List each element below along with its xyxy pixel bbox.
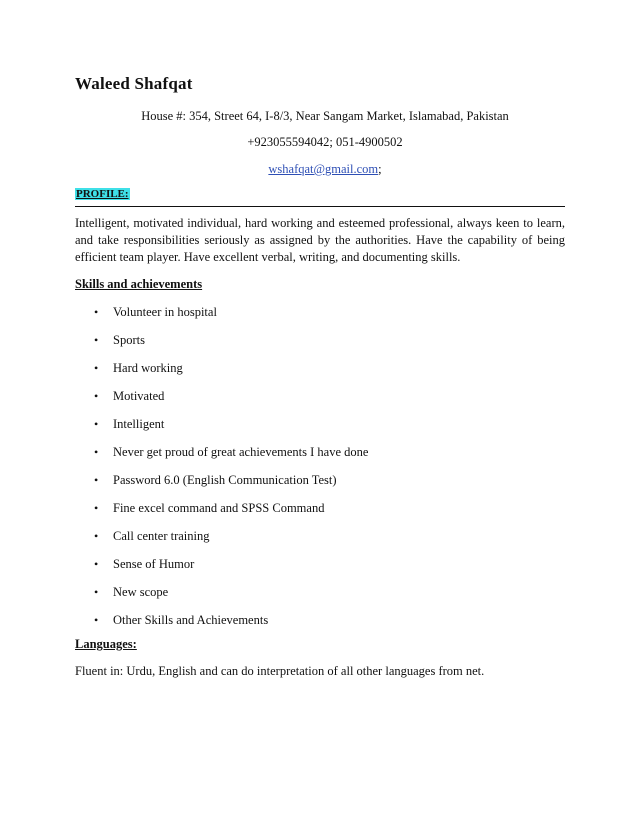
skill-label: Fine excel command and SPSS Command bbox=[113, 501, 325, 515]
skill-label: Password 6.0 (English Communication Test) bbox=[113, 473, 337, 487]
skill-label: Other Skills and Achievements bbox=[113, 613, 269, 627]
profile-text: Intelligent, motivated individual, hard working and esteemed professional, always keen to learn, and take responsibilities seriously as assigned by the authorities. Have the capability of being efficient team player. Have excellent verbal, writing, and documenting skills. bbox=[75, 216, 565, 264]
skills-heading: Skills and achievements bbox=[75, 277, 203, 291]
bullet-icon: • bbox=[94, 613, 99, 627]
skill-label: Motivated bbox=[113, 389, 165, 403]
bullet-icon: • bbox=[94, 529, 99, 543]
address-line: House #: 354, Street 64, I-8/3, Near Sangam Market, Islamabad, Pakistan bbox=[141, 109, 509, 123]
bullet-icon: • bbox=[94, 333, 99, 347]
skill-label: Never get proud of great achievements I have done bbox=[113, 445, 369, 459]
bullet-icon: • bbox=[94, 473, 99, 487]
languages-text: Fluent in: Urdu, English and can do interpretation of all other languages from net. bbox=[75, 664, 485, 678]
bullet-icon: • bbox=[94, 445, 99, 459]
email-suffix: ; bbox=[378, 162, 382, 176]
skill-label: New scope bbox=[113, 585, 169, 599]
bullet-icon: • bbox=[94, 389, 99, 403]
bullet-icon: • bbox=[94, 361, 99, 375]
profile-heading: PROFILE: bbox=[76, 188, 129, 200]
bullet-icon: • bbox=[94, 305, 99, 319]
bullet-icon: • bbox=[94, 557, 99, 571]
languages-heading: Languages: bbox=[75, 637, 137, 651]
email-link[interactable]: wshafqat@gmail.com bbox=[268, 162, 379, 176]
bullet-icon: • bbox=[94, 417, 99, 431]
skill-label: Intelligent bbox=[113, 417, 165, 431]
skill-label: Call center training bbox=[113, 529, 210, 543]
skill-label: Volunteer in hospital bbox=[113, 305, 217, 319]
bullet-icon: • bbox=[94, 585, 99, 599]
skill-label: Hard working bbox=[113, 361, 183, 375]
skill-label: Sense of Humor bbox=[113, 557, 195, 571]
email-line bbox=[6, 162, 638, 177]
phone-line: +923055594042; 051-4900502 bbox=[247, 135, 403, 149]
bullet-icon: • bbox=[94, 501, 99, 515]
candidate-name: Waleed Shafqat bbox=[75, 74, 193, 93]
profile-divider bbox=[75, 206, 565, 207]
skill-label: Sports bbox=[113, 333, 145, 347]
